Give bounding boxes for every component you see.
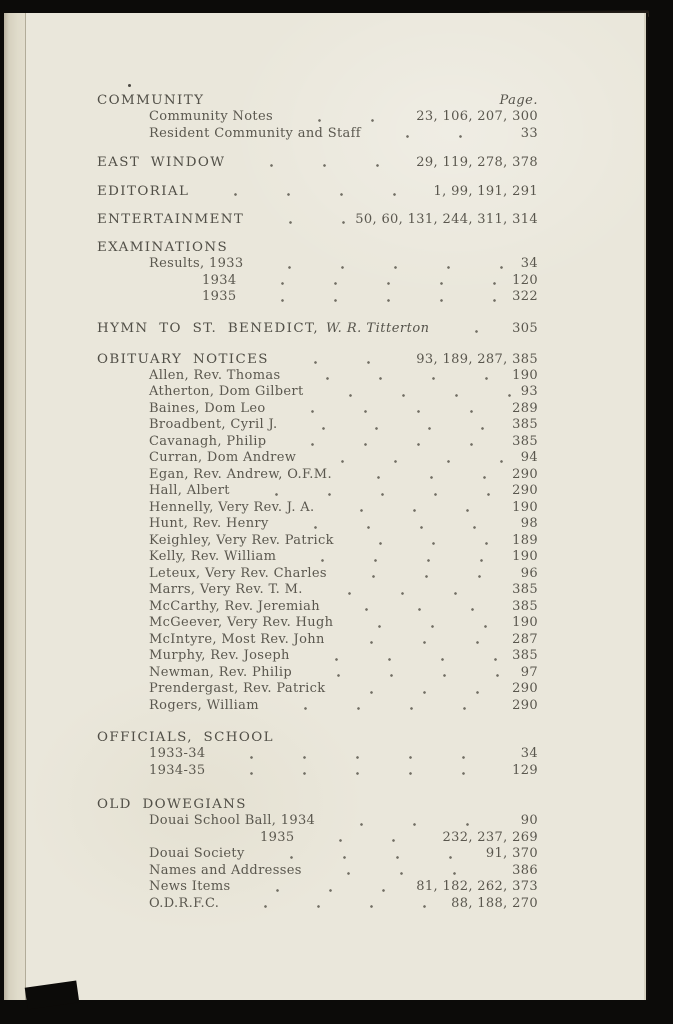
entry-pages: 120	[512, 272, 538, 288]
dot-leader	[290, 549, 503, 566]
dot-leader	[257, 256, 511, 273]
dot-leader	[219, 746, 511, 763]
dot-leader	[329, 813, 512, 830]
entry-pages: 90	[520, 813, 538, 828]
entry-pages: 96	[520, 565, 538, 581]
entry-label: Allen, Rev. Thomas	[149, 367, 281, 383]
entry-pages: 189	[512, 532, 538, 548]
author-name: W. R. Titterton	[326, 320, 430, 336]
entry-pages: 289	[512, 400, 538, 416]
toc-row	[97, 698, 538, 715]
entry-pages: 34	[520, 256, 538, 271]
toc-row	[97, 746, 538, 763]
entry-label: Hall, Albert	[149, 483, 230, 498]
dot-leader	[259, 846, 477, 863]
toc-row	[97, 109, 538, 126]
entry-pages: 93, 189, 287, 385	[416, 351, 538, 367]
dot-leader	[273, 698, 503, 715]
section-title: OLD DOWEGIANS	[97, 797, 247, 812]
dot-leader	[306, 665, 512, 682]
toc-row	[97, 533, 538, 550]
entry-label: Douai Society	[149, 846, 245, 861]
dot-leader	[280, 401, 504, 418]
toc-row	[97, 500, 538, 517]
entry-pages: 385	[512, 433, 538, 449]
dot-leader	[318, 384, 512, 401]
toc-row	[97, 516, 538, 533]
entry-label: News Items	[149, 879, 231, 894]
toc-row	[97, 450, 538, 467]
dot-leader	[304, 648, 503, 665]
dot-leader	[250, 289, 503, 306]
entry-label: Egan, Rev. Andrew, O.F.M.	[149, 466, 332, 482]
entry-pages: 34	[520, 746, 538, 761]
toc-row	[97, 615, 538, 632]
section-title: EAST WINDOW	[97, 155, 226, 170]
entry-pages: 190	[512, 367, 538, 383]
section-header-examinations	[97, 239, 538, 256]
entry-label: Resident Community and Staff	[149, 125, 361, 141]
dot-leader	[347, 615, 503, 632]
entry-pages: 94	[520, 450, 538, 465]
entry-pages: 290	[512, 483, 538, 498]
entry-label: Cavanagh, Philip	[149, 433, 267, 449]
entry-pages: 322	[512, 289, 538, 304]
toc-row	[97, 846, 538, 863]
entry-label: Marrs, Very Rev. T. M.	[149, 582, 303, 597]
dot-leader	[258, 211, 346, 228]
toc-row	[97, 830, 538, 847]
toc-row	[97, 256, 538, 273]
page-gutter-fold	[4, 13, 26, 1000]
entry-pages: 385	[512, 648, 538, 663]
section-title: ENTERTAINMENT	[97, 212, 245, 227]
entry-pages: 305	[512, 320, 538, 336]
section-header-officials-school	[97, 729, 538, 746]
entry-label: Names and Addresses	[149, 862, 302, 878]
toc-row	[97, 126, 538, 143]
dot-leader	[244, 483, 503, 500]
dot-leader	[339, 681, 503, 698]
toc-row	[97, 863, 538, 880]
toc-row	[97, 648, 538, 665]
entry-label: Curran, Dom Andrew	[149, 450, 297, 465]
book-page	[4, 13, 644, 1000]
entry-pages: 190	[512, 499, 538, 515]
dot-leader	[287, 109, 407, 126]
entry-pages: 33	[520, 125, 538, 141]
dot-leader	[219, 763, 503, 780]
section-header-community	[97, 92, 538, 109]
page-column-label: Page.	[499, 93, 538, 108]
entry-pages: 88, 188, 270	[451, 895, 538, 911]
dot-leader	[341, 566, 512, 583]
toc-row	[97, 483, 538, 500]
entry-label: Murphy, Rev. Joseph	[149, 648, 290, 663]
dot-leader	[233, 896, 442, 913]
section-header-east-window	[97, 154, 538, 171]
dot-leader	[280, 434, 503, 451]
entry-pages: 385	[512, 582, 538, 597]
section-header-old-dowegians	[97, 796, 538, 813]
section-header-hymn	[97, 320, 538, 337]
dot-leader	[283, 351, 407, 368]
entry-pages: 50, 60, 131, 244, 311, 314	[355, 212, 538, 227]
dot-leader	[203, 183, 424, 200]
dot-leader	[295, 368, 504, 385]
toc-row	[97, 813, 538, 830]
dot-leader	[283, 516, 512, 533]
toc-row	[97, 289, 538, 306]
entry-pages: 385	[512, 598, 538, 614]
entry-label: Prendergast, Rev. Patrick	[149, 681, 326, 696]
entry-pages: 385	[512, 417, 538, 432]
dot-leader	[317, 582, 503, 599]
section-title: HYMN TO ST. BENEDICT,	[97, 320, 320, 336]
entry-pages: 1, 99, 191, 291	[433, 184, 538, 199]
entry-label: 1934-35	[149, 762, 206, 778]
section-title: OFFICIALS, SCHOOL	[97, 730, 274, 745]
dot-leader	[339, 632, 503, 649]
dot-leader	[291, 417, 503, 434]
entry-pages: 190	[512, 615, 538, 630]
toc-row	[97, 582, 538, 599]
section-header-entertainment	[97, 211, 538, 228]
entry-pages: 290	[512, 681, 538, 696]
toc-row	[97, 665, 538, 682]
dot-leader	[310, 450, 511, 467]
toc-row	[97, 681, 538, 698]
entry-pages: 29, 119, 278, 378	[416, 155, 538, 170]
entry-label: Newman, Rev. Philip	[149, 664, 293, 680]
toc-row	[97, 549, 538, 566]
page-corner-notch	[25, 980, 80, 1009]
entry-pages: 81, 182, 262, 373	[416, 879, 538, 894]
toc-row	[97, 401, 538, 418]
entry-label: McIntyre, Most Rev. John	[149, 631, 325, 647]
index-content	[97, 92, 538, 912]
entry-label: 1933-34	[149, 746, 206, 761]
dot-leader	[316, 863, 503, 880]
entry-label: O.D.R.F.C.	[149, 895, 220, 911]
dot-leader	[346, 467, 503, 484]
stacked-page-edge	[645, 28, 647, 994]
entry-pages: 190	[512, 549, 538, 564]
toc-row	[97, 417, 538, 434]
entry-label: Baines, Dom Leo	[149, 400, 266, 416]
toc-row	[97, 763, 538, 780]
section-title: EXAMINATIONS	[97, 240, 229, 255]
entry-pages: 97	[520, 664, 538, 680]
entry-label: Douai School Ball, 1934	[149, 813, 316, 828]
section-header-obituary-notices	[97, 351, 538, 368]
entry-pages: 290	[512, 466, 538, 482]
entry-label: Hennelly, Very Rev. J. A.	[149, 499, 315, 515]
dot-leader	[329, 500, 504, 517]
entry-pages: 91, 370	[485, 846, 538, 861]
entry-pages: 23, 106, 207, 300	[416, 109, 538, 124]
section-title: COMMUNITY	[97, 93, 205, 108]
dot-leader	[444, 320, 504, 337]
entry-pages: 287	[512, 631, 538, 647]
entry-label: Community Notes	[149, 109, 274, 124]
section-header-editorial	[97, 183, 538, 200]
entry-pages: 386	[512, 862, 538, 878]
entry-label: Leteux, Very Rev. Charles	[149, 565, 327, 581]
entry-pages: 129	[512, 762, 538, 778]
entry-label: McGeever, Very Rev. Hugh	[149, 615, 334, 630]
toc-row	[97, 879, 538, 896]
entry-pages: 232, 237, 269	[442, 829, 538, 845]
entry-pages: 290	[512, 697, 538, 713]
dot-leader	[334, 599, 503, 616]
entry-label: Broadbent, Cyril J.	[149, 417, 278, 432]
section-title: OBITUARY NOTICES	[97, 351, 269, 367]
dot-leader	[308, 830, 433, 847]
entry-label: Atherton, Dom Gilbert	[149, 384, 304, 399]
toc-row	[97, 384, 538, 401]
entry-label: Rogers, William	[149, 697, 259, 713]
entry-label: Results, 1933	[149, 256, 244, 271]
toc-row	[97, 566, 538, 583]
toc-row	[97, 368, 538, 385]
toc-row	[97, 632, 538, 649]
entry-label: Kelly, Rev. William	[149, 549, 277, 564]
dot-leader	[348, 533, 503, 550]
toc-row	[97, 434, 538, 451]
entry-label: Keighley, Very Rev. Patrick	[149, 532, 334, 548]
entry-pages: 93	[520, 384, 538, 399]
entry-label: 1934	[202, 272, 237, 288]
toc-row	[97, 273, 538, 290]
entry-label: 1935	[202, 289, 237, 304]
section-title: EDITORIAL	[97, 184, 190, 199]
dot-leader	[250, 273, 503, 290]
toc-row	[97, 599, 538, 616]
ink-speck	[128, 84, 131, 87]
toc-row	[97, 896, 538, 913]
dot-leader	[375, 126, 512, 143]
entry-label: Hunt, Rev. Henry	[149, 516, 269, 531]
entry-label: 1935	[260, 829, 295, 845]
dot-leader	[239, 154, 407, 171]
entry-pages: 98	[520, 516, 538, 531]
entry-label: McCarthy, Rev. Jeremiah	[149, 598, 321, 614]
dot-leader	[245, 879, 408, 896]
toc-row	[97, 467, 538, 484]
